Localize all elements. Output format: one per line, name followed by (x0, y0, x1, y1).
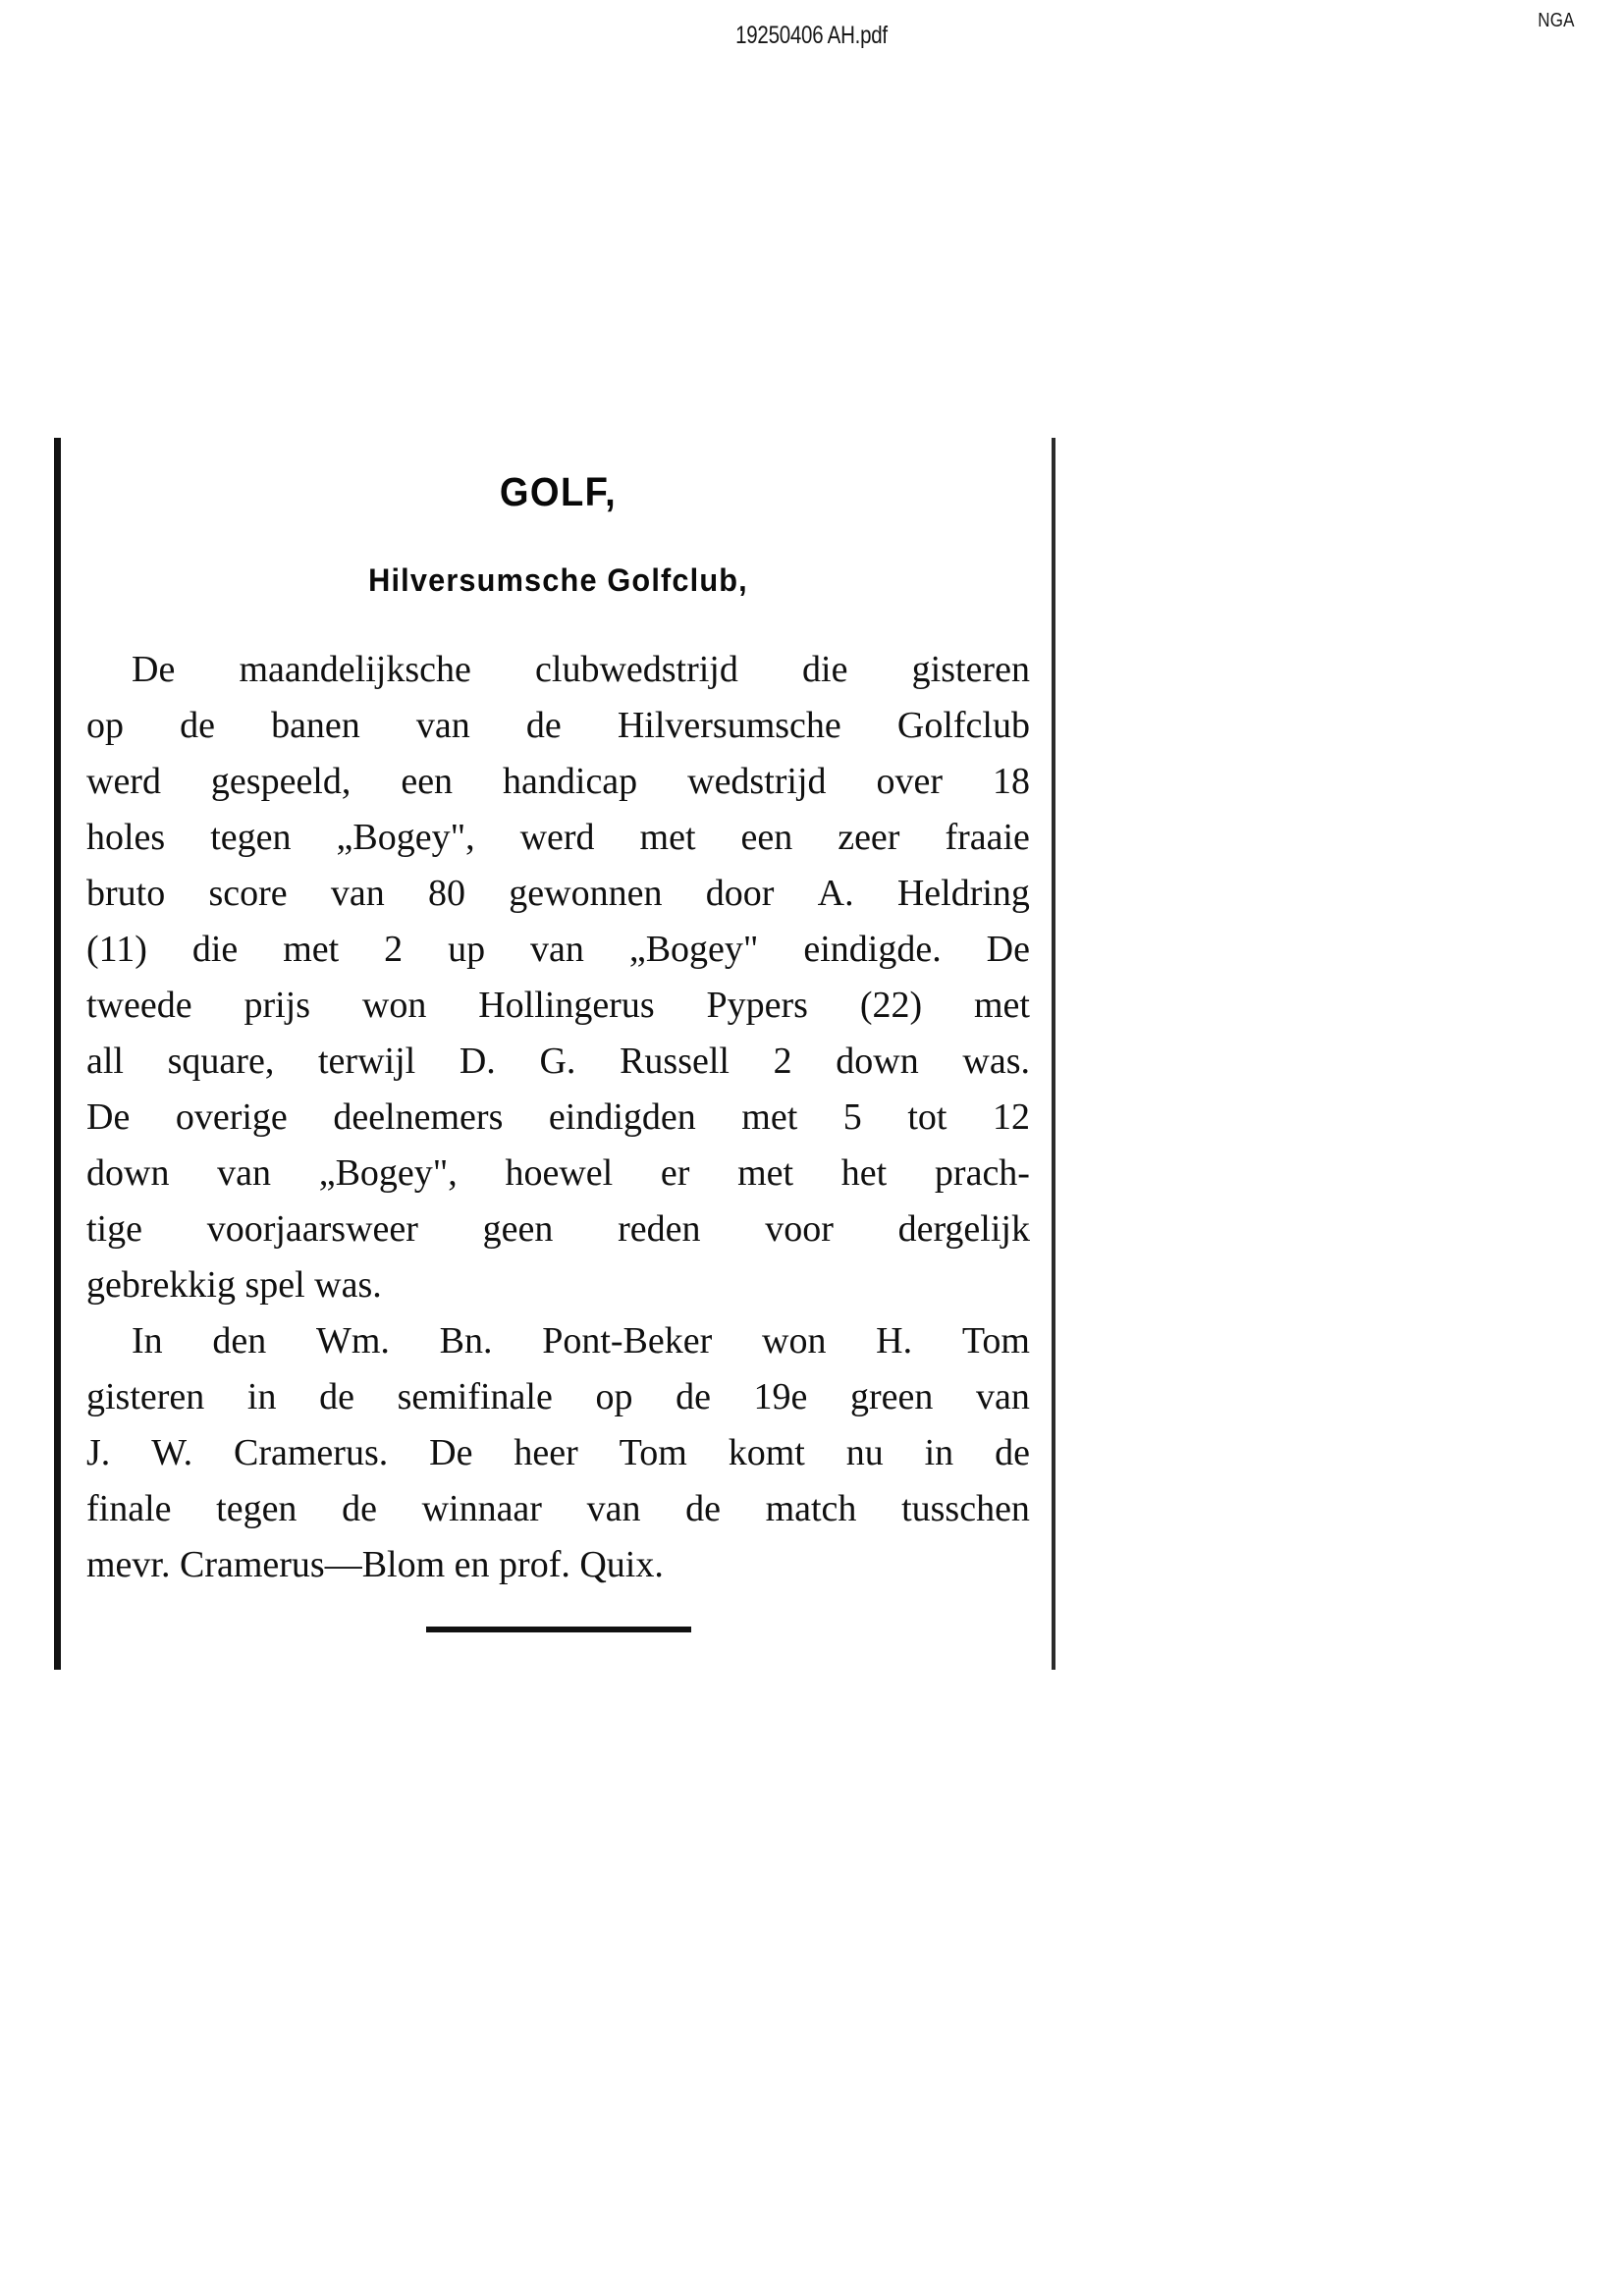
article-word: holes (86, 817, 166, 858)
article-word: 2 (773, 1041, 792, 1082)
article-word: tegen (216, 1488, 298, 1529)
article-word: green (850, 1376, 934, 1417)
article-word: hoewel (505, 1152, 614, 1194)
article-word: heer (514, 1432, 578, 1473)
paragraph-2 (86, 1313, 1030, 1593)
paragraph-1 (86, 642, 1030, 1313)
article-line: mevr. Cramerus—Blom en prof. Quix. (86, 1544, 664, 1585)
newspaper-clipping (54, 438, 1055, 1670)
article-word: Tom (961, 1320, 1030, 1362)
article-word: een (740, 817, 793, 858)
article-word: met (283, 929, 340, 970)
article-word: nu (845, 1432, 884, 1473)
article-word: geen (482, 1208, 554, 1250)
article-word: overige (175, 1096, 288, 1138)
article-line (86, 1146, 1030, 1201)
article-line (86, 978, 1030, 1034)
page-header (0, 0, 1623, 69)
article-word: won (762, 1320, 827, 1362)
article-line (86, 642, 1030, 698)
article-word: de (676, 1376, 711, 1417)
article-line (86, 1313, 1030, 1369)
headline-hilversumsche-golfclub: Hilversumsche Golfclub, (368, 562, 748, 598)
article-word: De (986, 929, 1030, 970)
article-line (86, 698, 1030, 754)
article-word: prijs (243, 985, 311, 1026)
article-word: 18 (993, 761, 1030, 802)
article-word: tige (86, 1208, 142, 1250)
article-word: 2 (384, 929, 404, 970)
article-word: werd (519, 817, 595, 858)
end-of-article-rule (426, 1627, 691, 1632)
article-word: door (705, 873, 775, 914)
article-word: Russell (620, 1041, 730, 1082)
article-line: gebrekkig spel was. (86, 1264, 382, 1306)
article-word: een (401, 761, 454, 802)
article-body (86, 642, 1030, 1593)
clipping-column (86, 469, 1030, 1670)
article-word: prach- (934, 1152, 1030, 1194)
article-word: Golfclub (896, 705, 1030, 746)
article-word: In (132, 1320, 163, 1362)
article-word: tweede (86, 985, 192, 1026)
article-word: 80 (428, 873, 466, 914)
article-word: W. (151, 1432, 193, 1473)
article-word: finale (86, 1488, 172, 1529)
article-word: Wm. (315, 1320, 390, 1362)
article-word: op (595, 1376, 633, 1417)
article-word: A. (817, 873, 854, 914)
article-line (86, 810, 1030, 866)
article-word: up (448, 929, 486, 970)
article-word: van (976, 1376, 1030, 1417)
article-word: reden (618, 1208, 701, 1250)
article-word: over (876, 761, 944, 802)
article-word: gisteren (86, 1376, 205, 1417)
article-word: „Bogey", (318, 1152, 458, 1194)
article-word: die (191, 929, 239, 970)
article-word: wedstrijd (687, 761, 827, 802)
article-line (86, 1201, 1030, 1257)
article-word: gewonnen (509, 873, 663, 914)
article-word: bruto (86, 873, 166, 914)
article-line (86, 1090, 1030, 1146)
article-word: De (429, 1432, 473, 1473)
clipping-bottom-padding (86, 1662, 1030, 1670)
article-word: score (208, 873, 288, 914)
article-word: dergelijk (897, 1208, 1030, 1250)
article-word: 19e (753, 1376, 808, 1417)
article-line (86, 1034, 1030, 1090)
article-word: met (741, 1096, 798, 1138)
article-word: zeer (838, 817, 900, 858)
article-word: semifinale (397, 1376, 553, 1417)
article-word: tusschen (901, 1488, 1030, 1529)
article-word: werd (86, 761, 161, 802)
article-word: down (836, 1041, 919, 1082)
article-word: voorjaarsweer (206, 1208, 418, 1250)
document-filename: 19250406 AH.pdf (735, 22, 888, 49)
article-word: De (132, 649, 176, 690)
article-word: de (995, 1432, 1030, 1473)
article-word: van (217, 1152, 272, 1194)
article-word: banen (271, 705, 360, 746)
article-word: 5 (842, 1096, 862, 1138)
archive-tag: NGA (1538, 10, 1575, 31)
article-word: komt (728, 1432, 805, 1473)
article-word: winnaar (421, 1488, 542, 1529)
article-word: gespeeld, (210, 761, 352, 802)
article-word: Hollingerus (478, 985, 655, 1026)
headline-golf: GOLF, (499, 469, 618, 514)
article-word: de (180, 705, 215, 746)
article-word: met (737, 1152, 794, 1194)
article-word: tegen (210, 817, 292, 858)
article-word: G. (539, 1041, 576, 1082)
article-line (86, 754, 1030, 810)
article-line (86, 866, 1030, 922)
article-word: er (660, 1152, 690, 1194)
article-word: de (342, 1488, 377, 1529)
article-word: down (86, 1152, 170, 1194)
article-word: De (86, 1096, 131, 1138)
article-line (86, 1369, 1030, 1425)
article-word: de (685, 1488, 721, 1529)
article-word: fraaie (945, 817, 1030, 858)
article-word: gisteren (911, 649, 1030, 690)
article-word: handicap (503, 761, 638, 802)
article-word: J. (86, 1432, 111, 1473)
article-word: van (330, 873, 385, 914)
article-word: van (530, 929, 584, 970)
article-line (86, 1481, 1030, 1537)
article-line (86, 1425, 1030, 1481)
article-word: deelnemers (333, 1096, 504, 1138)
article-word: Pont-Beker (542, 1320, 713, 1362)
article-word: terwijl (317, 1041, 416, 1082)
article-word: Bn. (439, 1320, 493, 1362)
article-word: 12 (992, 1096, 1030, 1138)
article-line (86, 922, 1030, 978)
article-word: de (319, 1376, 354, 1417)
article-word: met (639, 817, 696, 858)
article-word: „Bogey" (628, 929, 759, 970)
article-word: Hilversumsche (617, 705, 841, 746)
article-word: eindigden (548, 1096, 696, 1138)
article-word: den (212, 1320, 267, 1362)
article-word: H. (876, 1320, 913, 1362)
article-word: all (86, 1041, 124, 1082)
article-word: Pypers (706, 985, 808, 1026)
article-word: van (415, 705, 470, 746)
article-word: voor (765, 1208, 834, 1250)
article-word: maandelijksche (239, 649, 471, 690)
article-word: match (765, 1488, 857, 1529)
article-word: in (924, 1432, 954, 1473)
article-word: won (361, 985, 427, 1026)
article-word: met (973, 985, 1030, 1026)
article-word: op (86, 705, 124, 746)
article-word: (11) (86, 929, 147, 970)
article-word: Tom (619, 1432, 687, 1473)
article-word: square, (167, 1041, 275, 1082)
article-word: Heldring (896, 873, 1030, 914)
article-word: was. (962, 1041, 1030, 1082)
article-word: D. (459, 1041, 496, 1082)
article-word: (22) (859, 985, 923, 1026)
article-word: die (802, 649, 848, 690)
article-word: clubwedstrijd (535, 649, 738, 690)
article-word: de (525, 705, 562, 746)
article-word: „Bogey", (336, 817, 475, 858)
article-word: het (840, 1152, 888, 1194)
article-word: Cramerus. (234, 1432, 389, 1473)
article-word: in (246, 1376, 277, 1417)
article-word: tot (907, 1096, 947, 1138)
article-word: eindigde. (803, 929, 942, 970)
article-word: van (586, 1488, 641, 1529)
